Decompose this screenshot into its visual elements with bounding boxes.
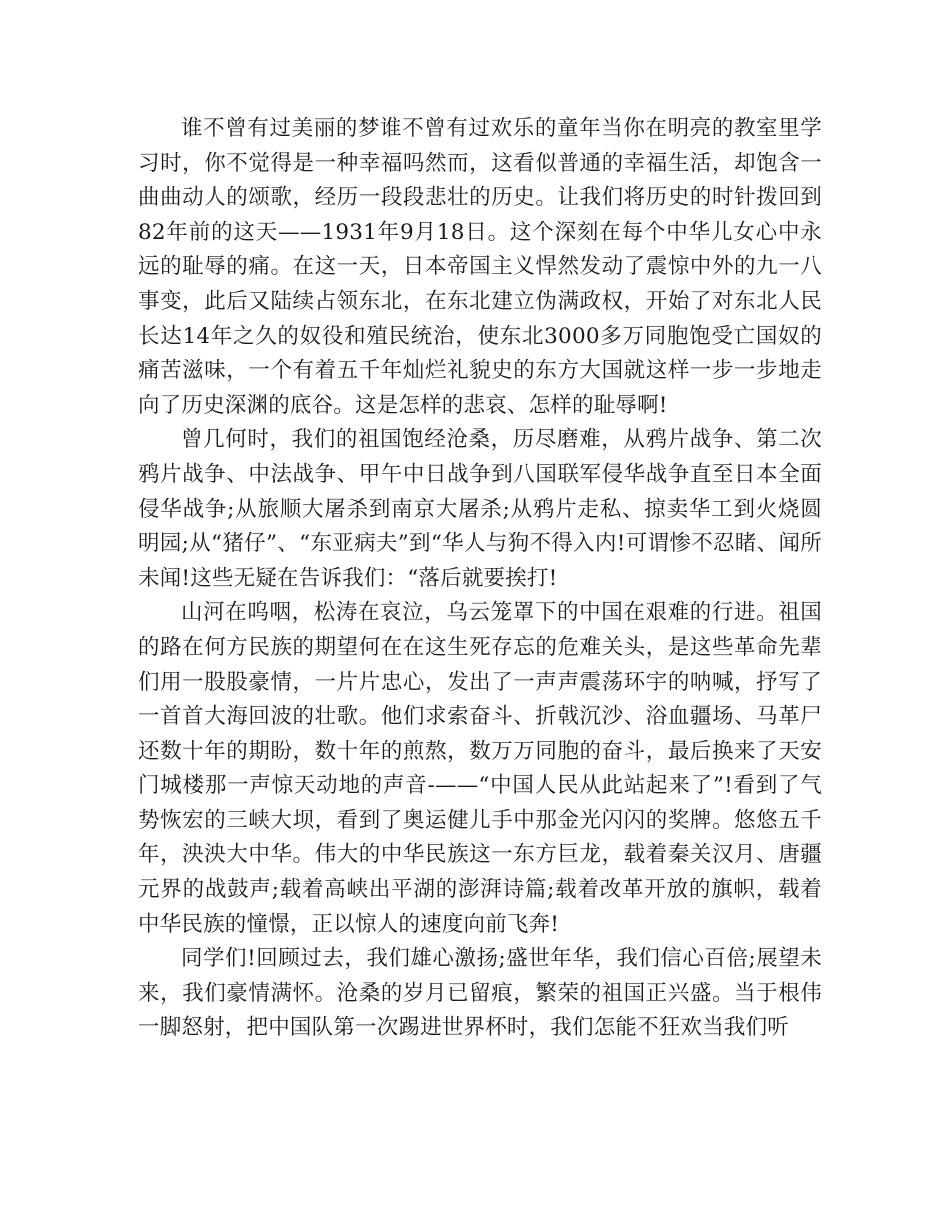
document-body xyxy=(138,112,822,1046)
paragraph-3: 山河在呜咽，松涛在哀泣，乌云笼罩下的中国在艰难的行进。祖国的路在何方民族的期望何在在这生死存忘的危难关头，是这些革命先辈们用一股股豪情，一片片忠心，发出了一声声震荡环宇的呐喊，抒写了一首首大海回波的壮歌。他们求索奋斗、折戟沉沙、浴血疆场、马革尸还数十年的期盼，数十年的煎熬，数万万同胞的奋斗，最后换来了天安门城楼那一声惊天动地的声音-——“中国人民从此站起来了”!看到了气势恢宏的三峡大坝，看到了奥运健儿手中那金光闪闪的奖牌。悠悠五千年，泱泱大中华。伟大的中华民族这一东方巨龙，载着秦关汉月、唐疆元界的战鼓声;载着高峡出平湖的澎湃诗篇;载着改革开放的旗帜，载着中华民族的憧憬，正以惊人的速度向前飞奔! xyxy=(138,600,822,937)
paragraph-4: 同学们!回顾过去，我们雄心激扬;盛世年华，我们信心百倍;展望未来，我们豪情满怀。沧桑的岁月已留痕，繁荣的祖国正兴盛。当于根伟一脚怒射，把中国队第一次踢进世界杯时，我们怎能不狂欢当我们听 xyxy=(138,946,822,1041)
paragraph-2: 曾几何时，我们的祖国饱经沧桑，历尽磨难，从鸦片战争、第二次鸦片战争、中法战争、甲午中日战争到八国联军侵华战争直至日本全面侵华战争;从旅顺大屠杀到南京大屠杀;从鸦片走私、掠卖华工到火烧圆明园;从“猪仔”、“东亚病夫”到“华人与狗不得入内!可谓惨不忍睹、闻所未闻!这些无疑在告诉我们：“落后就要挨打! xyxy=(138,427,822,591)
paragraph-1: 谁不曾有过美丽的梦谁不曾有过欢乐的童年当你在明亮的教室里学习时，你不觉得是一种幸福吗然而，这看似普通的幸福生活，却饱含一曲曲动人的颂歌，经历一段段悲壮的历史。让我们将历史的时针拨回到82年前的这天——1931年9月18日。这个深刻在每个中华儿女心中永远的耻辱的痛。在这一天，日本帝国主义悍然发动了震惊中外的九一八事变，此后又陆续占领东北，在东北建立伪满政权，开始了对东北人民长达14年之久的奴役和殖民统治，使东北3000多万同胞饱受亡国奴的痛苦滋味，一个有着五千年灿烂礼貌史的东方大国就这样一步一步地走向了历史深渊的底谷。这是怎样的悲哀、怎样的耻辱啊! xyxy=(138,116,822,418)
